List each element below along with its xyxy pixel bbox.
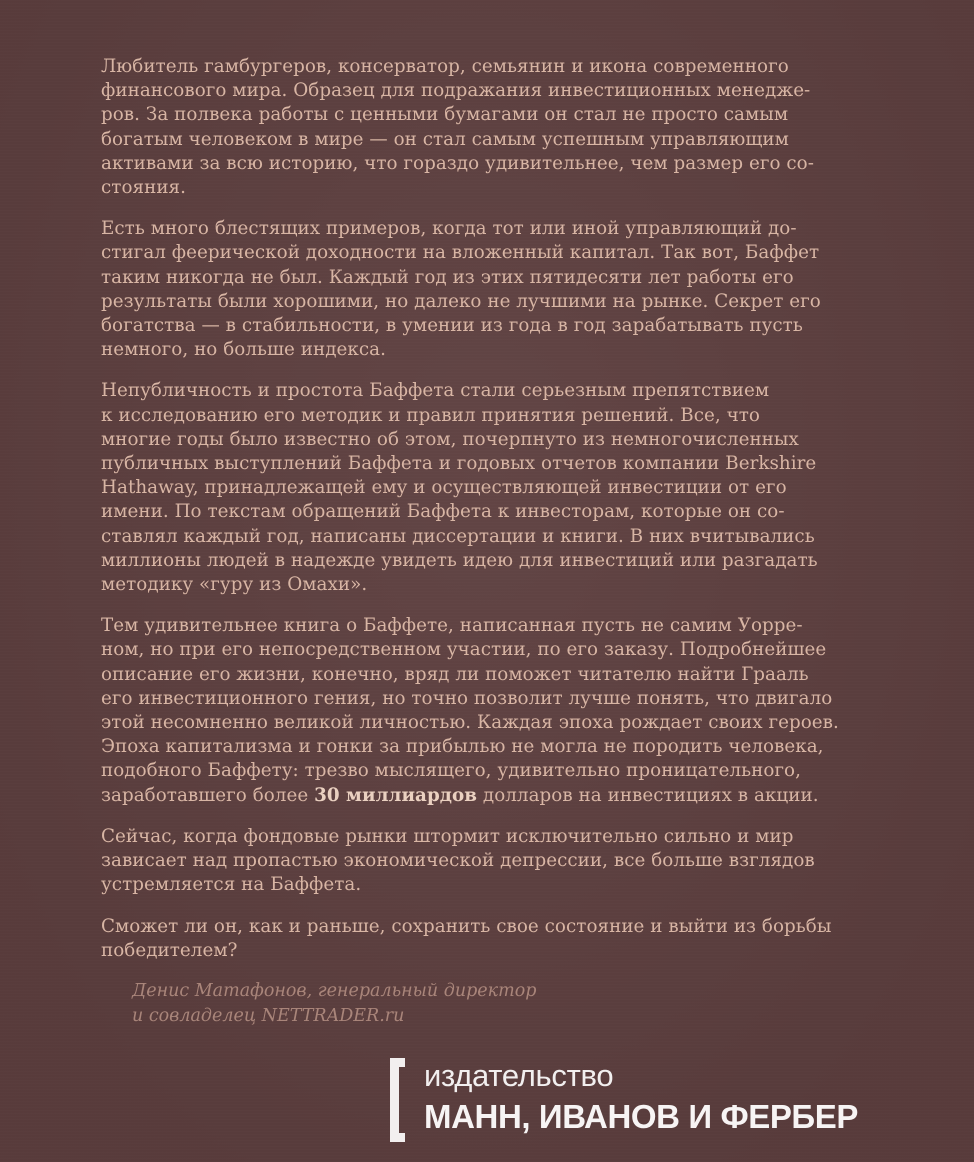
text-line: миллионы людей в надежде увидеть идею для инвестиций или разгадать: [101, 549, 818, 571]
text-line: Тем удивительнее книга о Баффете, написанная пусть не самим Уорре-: [101, 615, 803, 637]
text-line: многие годы было известно об этом, почерпнуто из немногочисленных: [101, 428, 799, 450]
text-line: ров. За полвека работы с ценными бумагами он стал не просто самым: [101, 104, 789, 126]
text-line: зависает над пропастью экономической депрессии, все больше взглядов: [101, 850, 815, 872]
text-line: финансового мира. Образец для подражания инвестиционных менедже-: [101, 80, 811, 102]
text-line-with-highlight: [101, 784, 821, 808]
text-line: устремляется на Баффета.: [101, 874, 362, 896]
publisher-name: МАНН, ИВАНОВ И ФЕРБЕР: [424, 1098, 858, 1135]
text-line: его инвестиционного гения, но точно позволит лучше понять, что двигало: [101, 687, 833, 709]
publisher-logo: [390, 1056, 860, 1146]
text-line: Сможет ли он, как и раньше, сохранить свое состояние и выйти из борьбы: [101, 915, 832, 937]
text-segment: долларов на инвестициях в акции.: [477, 784, 819, 806]
text-line: этой несомненно великой личностью. Каждая эпоха рождает своих героев.: [101, 712, 839, 734]
text-line: Hathaway, принадлежащей ему и осуществляющей инвестиции от его: [101, 477, 787, 499]
paragraph-intro: [101, 55, 821, 200]
paragraph-book: [101, 614, 839, 808]
text-line: стигал феерической доходности на вложенный капитал. Так вот, Баффет: [101, 242, 820, 264]
text-line: немного, но больше индекса.: [101, 339, 386, 361]
text-line: богатым человеком в мире — он стал самым успешным управляющим: [101, 128, 789, 150]
text-line: Есть много блестящих примеров, когда тот или иной управляющий до-: [101, 218, 797, 240]
text-line: активами за всю историю, что гораздо удивительнее, чем размер его со-: [101, 152, 814, 174]
text-line: результаты были хорошими, но далеко не лучшими на рынке. Секрет его: [101, 290, 821, 312]
text-line: публичных выступлений Баффета и годовых отчетов компании Berkshire: [101, 453, 817, 475]
text-line: к исследованию его методик и правил принятия решений. Все, что: [101, 404, 760, 426]
text-line: подобного Баффету: трезво мыслящего, удивительно проницательного,: [101, 760, 801, 782]
paragraph-stability: [101, 217, 821, 362]
text-line: таким никогда не был. Каждый год из этих пятидесяти лет работы его: [101, 266, 794, 288]
text-line: богатства — в стабильности, в умении из года в год зарабатывать пусть: [101, 315, 803, 337]
paragraph-question: [101, 915, 832, 963]
signature-affiliation: и совладелец NETTRADER.ru: [132, 1006, 405, 1026]
quote-signature: [132, 979, 536, 1029]
text-line: методику «гуру из Омахи».: [101, 574, 368, 596]
highlight-amount: 30 миллиардов: [314, 784, 478, 806]
text-line: победителем?: [101, 939, 238, 961]
text-line: описание его жизни, конечно, вряд ли поможет читателю найти Грааль: [101, 663, 809, 685]
text-line: стояния.: [101, 177, 187, 199]
paragraph-research: [101, 379, 821, 597]
text-line: Эпоха капитализма и гонки за прибылью не могла не породить человека,: [101, 736, 824, 758]
text-segment: заработавшего более: [101, 784, 315, 806]
text-line: Любитель гамбургеров, консерватор, семьянин и икона современного: [101, 56, 789, 77]
paragraph-markets: [101, 825, 821, 898]
text-line: ставлял каждый год, написаны диссертации и книги. В них вчитывались: [101, 525, 815, 547]
text-line: имени. По текстам обращений Баффета к инвесторам, которые он со-: [101, 501, 785, 523]
signature-author: Денис Матафонов, генеральный директор: [132, 981, 537, 1001]
text-line: Сейчас, когда фондовые рынки штормит исключительно сильно и мир: [101, 825, 794, 847]
text-line: Непубличность и простота Баффета стали серьезным препятствием: [101, 380, 770, 402]
publisher-label: издательство: [424, 1058, 614, 1093]
text-line: ном, но при его непосредственном участии, по его заказу. Подробнейшее: [101, 639, 827, 661]
annotation-text: [101, 55, 839, 980]
bracket-logo-icon: [390, 1058, 405, 1142]
